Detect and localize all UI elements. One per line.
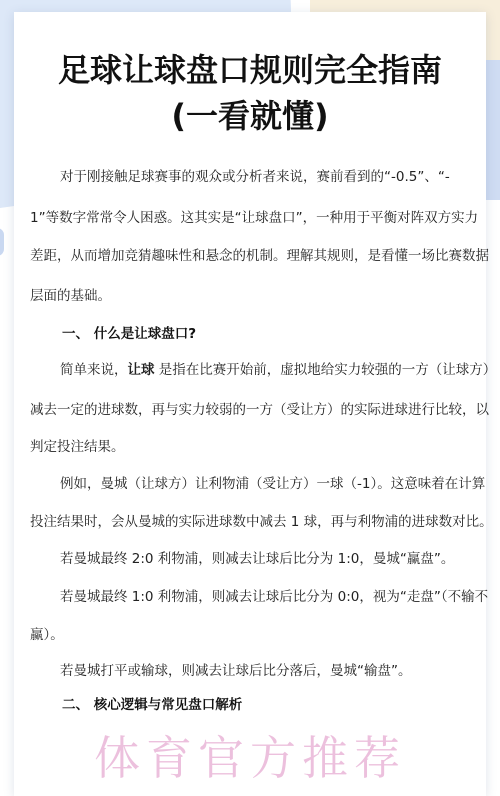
page-title-line2: (一看就懂) [171, 97, 329, 135]
example-case: 若曼城最终 1:0 利物浦，则减去让球后比分为 0:0，视为“走盘”（不输不 [60, 589, 489, 605]
section-heading: 二、 核心逻辑与常见盘口解析 [62, 697, 243, 713]
paragraph-line: 减去一定的进球数，再与实力较弱的一方（受让方）的实际进球进行比较，以 [30, 402, 489, 418]
section-heading: 一、 什么是让球盘口? [62, 326, 197, 342]
paragraph-line: 例如，曼城（让球方）让利物浦（受让方）一球（-1）。这意味着在计算 [60, 476, 486, 492]
intro-line: 差距，从而增加竞猜趣味性和悬念的机制。理解其规则，是看懂一场比赛数据 [30, 248, 489, 264]
intro-line: 1”等数字常常令人困惑。这其实是“让球盘口”，一种用于平衡对阵双方实力 [30, 210, 479, 226]
background-shape [0, 228, 4, 256]
text: 是指在比赛开始前，虚拟地给实力较强的一方（让球方） [154, 362, 497, 378]
page-title-line1: 足球让球盘口规则完全指南 [57, 51, 442, 89]
paragraph-line [60, 358, 496, 378]
watermark: 体育官方推荐 [94, 731, 406, 785]
example-case: 赢）。 [30, 627, 64, 643]
paragraph-line: 投注结果时，会从曼城的实际进球数中减去 1 球，再与利物浦的进球数对比。 [30, 514, 493, 530]
text: 简单来说， [60, 362, 128, 378]
intro-line: 对于刚接触足球赛事的观众或分析者来说，赛前看到的“-0.5”、“- [60, 169, 450, 185]
example-case: 若曼城打平或输球，则减去让球后比分落后，曼城“输盘”。 [60, 663, 412, 679]
example-case: 若曼城最终 2:0 利物浦，则减去让球后比分为 1:0，曼城“赢盘”。 [60, 551, 455, 567]
intro-line: 层面的基础。 [30, 288, 111, 304]
paragraph-line: 判定投注结果。 [30, 439, 125, 455]
bold-term: 让球 [127, 362, 155, 378]
